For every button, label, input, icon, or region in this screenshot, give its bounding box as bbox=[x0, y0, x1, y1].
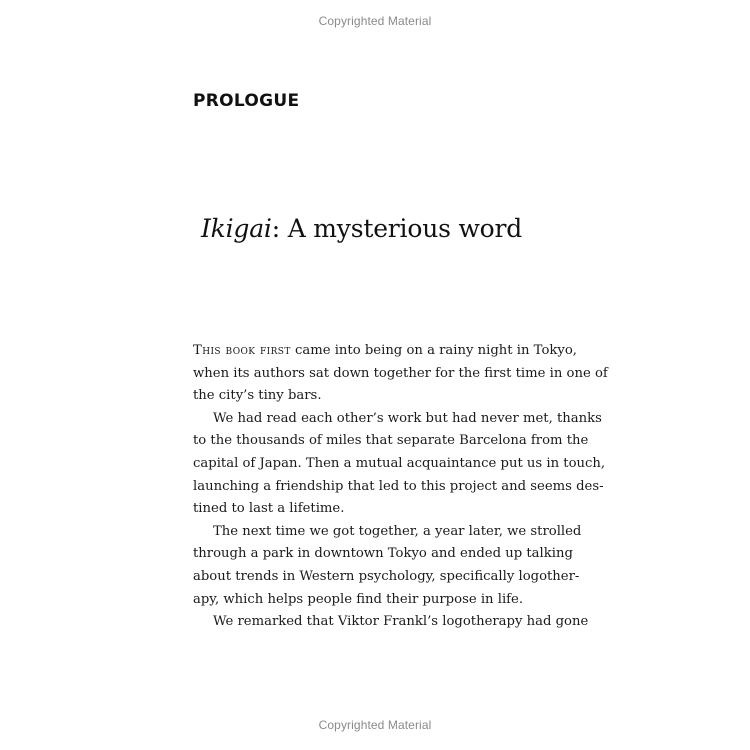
paragraph-4 bbox=[193, 611, 589, 634]
text-line: The next time we got together, a year later, we strolled bbox=[213, 523, 582, 539]
body-text bbox=[193, 340, 608, 634]
text-line: about trends in Western psychology, specifically logother- bbox=[193, 568, 580, 584]
paragraph-1 bbox=[193, 340, 608, 408]
paragraph-2 bbox=[193, 408, 606, 521]
text-line: capital of Japan. Then a mutual acquaintance put us in touch, bbox=[193, 455, 606, 471]
text-line-segment: came into being on a rainy night in Tokyo, bbox=[290, 343, 577, 358]
text-line: to the thousands of miles that separate Barcelona from the bbox=[193, 433, 589, 449]
paragraph-3 bbox=[193, 521, 582, 611]
chapter-title-italic: Ikigai bbox=[201, 214, 272, 243]
text-line: when its authors sat down together for the first time in one of bbox=[193, 365, 608, 381]
text-line: apy, which helps people find their purpose in life. bbox=[193, 591, 524, 607]
chapter-label: PROLOGUE bbox=[193, 91, 300, 111]
chapter-title-rest: : A mysterious word bbox=[271, 214, 523, 243]
copyright-watermark-top: Copyrighted Material bbox=[318, 14, 432, 28]
text-line: through a park in downtown Tokyo and ended up talking bbox=[193, 546, 573, 562]
copyright-watermark-bottom: Copyrighted Material bbox=[318, 718, 432, 732]
text-line: We had read each other’s work but had never met, thanks bbox=[213, 410, 602, 426]
text-line bbox=[193, 340, 577, 363]
text-line: launching a friendship that led to this project and seems des- bbox=[193, 478, 604, 494]
lead-in-small-caps: This book first bbox=[193, 343, 291, 358]
text-line: the city’s tiny bars. bbox=[193, 388, 322, 404]
text-line: We remarked that Viktor Frankl’s logotherapy had gone bbox=[213, 614, 589, 630]
text-line: tined to last a lifetime. bbox=[193, 501, 345, 517]
chapter-title bbox=[201, 214, 522, 243]
